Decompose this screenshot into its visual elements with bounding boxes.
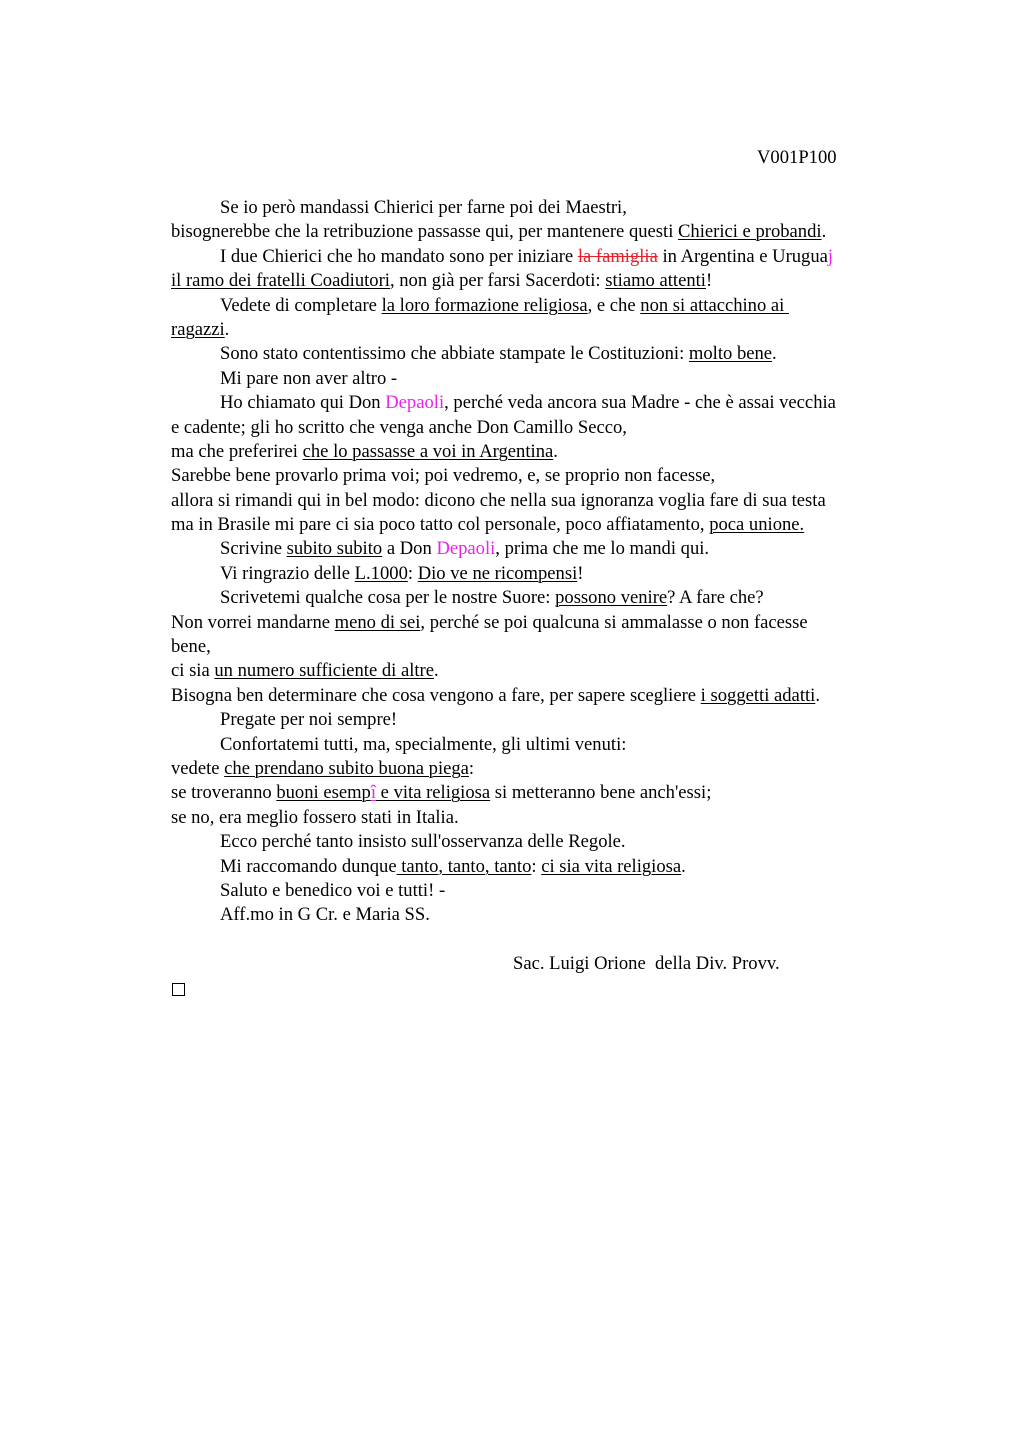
underlined-text: subito subito bbox=[286, 538, 383, 560]
underlined-text: tanto, tanto, tanto bbox=[396, 855, 532, 877]
underlined-text: che prendano subito buona piega bbox=[224, 757, 469, 779]
underlined-text: buoni esemp bbox=[276, 782, 371, 804]
highlighted-text: j bbox=[827, 245, 834, 267]
line-1: Se io però mandassi Chierici per farne poi dei Maestri, bbox=[220, 197, 627, 218]
line-30: Aff.mo in G Cr. e Maria SS. bbox=[220, 904, 430, 926]
underlined-text: stiamo attenti bbox=[605, 270, 706, 292]
line-26: se no, era meglio fossero stati in Italia. bbox=[171, 806, 459, 828]
underlined-text: Dio ve ne ricompensi bbox=[417, 562, 578, 584]
line-3: I due Chierici che ho mandato sono per iniziare la famiglia in Argentina e Uruguaj bbox=[220, 245, 834, 267]
underlined-text: ragazzi bbox=[171, 318, 225, 340]
line-4: il ramo dei fratelli Coadiutori, non già per farsi Sacerdoti: stiamo attenti! bbox=[171, 270, 713, 292]
underlined-text: la loro formazione religiosa bbox=[381, 294, 588, 316]
line-18: Non vorrei mandarne meno di sei, perché se poi qualcuna si ammalasse o non facesse bbox=[171, 611, 808, 633]
line-14: ma in Brasile mi pare ci sia poco tatto col personale, poco affiatamento, poca unione. bbox=[171, 514, 805, 536]
line-22: Pregate per noi sempre! bbox=[220, 709, 398, 731]
underlined-text: molto bene bbox=[688, 343, 773, 365]
underlined-text: un numero sufficiente di altre bbox=[214, 660, 434, 682]
blank-line bbox=[171, 928, 911, 952]
letter-body bbox=[171, 196, 911, 996]
line-11: ma che preferirei che lo passasse a voi in Argentina. bbox=[171, 440, 558, 462]
line-29: Saluto e benedico voi e tutti! - bbox=[220, 879, 446, 901]
line-25: se troveranno buoni esempî e vita religiosa si metteranno bene anch'essi; bbox=[171, 782, 712, 804]
underlined-text: non si attacchino ai bbox=[640, 294, 789, 316]
underlined-text: possono venire bbox=[555, 587, 668, 609]
highlighted-text: Depaoli bbox=[436, 538, 496, 560]
line-5: Vedete di completare la loro formazione religiosa, e che non si attacchino ai bbox=[220, 294, 789, 316]
line-20: ci sia un numero sufficiente di altre. bbox=[171, 660, 439, 682]
deleted-text: la famiglia bbox=[577, 245, 658, 267]
highlighted-text: î bbox=[370, 782, 377, 804]
line-16: Vi ringrazio delle L.1000: Dio ve ne ricompensi! bbox=[220, 562, 584, 584]
underlined-text: ci sia vita religiosa bbox=[541, 855, 682, 877]
line-15: Scrivine subito subito a Don Depaoli, prima che me lo mandi qui. bbox=[220, 538, 710, 560]
underlined-text: e vita religiosa bbox=[376, 782, 491, 804]
line-2: bisognerebbe che la retribuzione passasse qui, per mantenere questi Chierici e probandi. bbox=[171, 221, 827, 243]
line-19: bene, bbox=[171, 636, 211, 658]
line-27: Ecco perché tanto insisto sull'osservanza delle Regole. bbox=[220, 831, 626, 853]
line-23: Confortatemi tutti, ma, specialmente, gli ultimi venuti: bbox=[220, 733, 627, 755]
underlined-text: il ramo dei fratelli Coadiutori bbox=[171, 270, 390, 292]
line-10: e cadente; gli ho scritto che venga anche Don Camillo Secco, bbox=[171, 416, 627, 438]
underlined-text: che lo passasse a voi in Argentina bbox=[302, 440, 554, 462]
underlined-text: i soggetti adatti bbox=[700, 684, 816, 706]
underlined-text: Chierici e probandi bbox=[678, 221, 822, 243]
line-24: vedete che prendano subito buona piega: bbox=[171, 757, 475, 779]
line-8: Mi pare non aver altro - bbox=[220, 367, 398, 389]
underlined-text: meno di sei bbox=[334, 611, 421, 633]
line-21: Bisogna ben determinare che cosa vengono a fare, per sapere scegliere i soggetti adatti. bbox=[171, 684, 820, 706]
document-id: V001P100 bbox=[757, 147, 837, 168]
underlined-text: L.1000 bbox=[354, 562, 408, 584]
line-13: allora si rimandi qui in bel modo: dicono che nella sua ignoranza voglia fare di sua testa bbox=[171, 489, 826, 511]
line-6: ragazzi. bbox=[171, 318, 230, 340]
line-12: Sarebbe bene provarlo prima voi; poi vedremo, e, se proprio non facesse, bbox=[171, 465, 716, 487]
line-9: Ho chiamato qui Don Depaoli, perché veda ancora sua Madre - che è assai vecchia bbox=[220, 392, 836, 414]
highlighted-text: Depaoli bbox=[385, 392, 445, 414]
square-box-icon bbox=[172, 983, 185, 996]
line-17: Scrivetemi qualche cosa per le nostre Suore: possono venire? A fare che? bbox=[220, 587, 764, 609]
underlined-text: poca unione. bbox=[709, 514, 805, 536]
line-28: Mi raccomando dunque tanto, tanto, tanto: ci sia vita religiosa. bbox=[220, 855, 686, 877]
line-7: Sono stato contentissimo che abbiate stampate le Costituzioni: molto bene. bbox=[220, 343, 777, 365]
signature: Sac. Luigi Orione della Div. Provv. bbox=[513, 953, 780, 975]
